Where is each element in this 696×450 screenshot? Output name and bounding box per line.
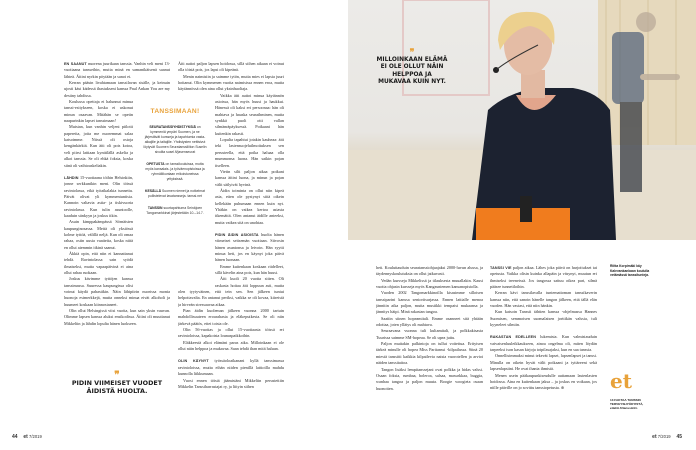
paragraph-text: Koulussa opettaja ei halunnut minua tanssi-esitykseen, koska ei uskonut minun osaavan. Mitähän se opetin naapurinkin lapset tanssimaan! — [64, 99, 133, 124]
info-box-text: on tanssikouluissa, mutta myös kansalais- ja työväenopistoissa ja ryhmäliikuntaan erikoistuneissa yrityksissä. — [145, 162, 205, 181]
paragraph-text: Tangon lisäksi lempitanssejani ovat polkka ja hidas valssi. Osaan foksia, rumbaa, boleroa, salsaa, masurkkaa, buggia, wanhaa tangoa ja paljon muuta. Boogie woogieta osaan huonoiten. — [376, 366, 483, 391]
paragraph — [490, 290, 597, 309]
issue-number: 7/2019 — [29, 434, 42, 439]
info-box-item — [143, 189, 207, 199]
paragraph-text: Olin 56-vuotias ja ollut 15-vuotiaasta töissä eri ravintoloissa, kapakoista lounaspaikkoihin. — [178, 327, 284, 339]
paragraph — [376, 328, 483, 341]
paragraph-text: Kerran pääsin livahtamaan tanssilavan sisälle, ja keinuin ujosti käsi kädessä ihastukseni kanssa Paul Ankan You are my destiny tahdissa. — [64, 80, 170, 98]
page-number: 44 — [12, 434, 18, 440]
info-box-title: TANSSIMAAN! — [150, 108, 200, 115]
article-column-4 — [490, 265, 597, 425]
paragraph-lead: TANSSI VIE — [490, 266, 512, 270]
paragraph — [64, 80, 170, 99]
pull-quote — [64, 372, 170, 395]
paragraph — [490, 373, 597, 392]
photo-caption: Riitta Korpimäki käy Kalevankankaan koululla vetämässä tanssitunteja. — [610, 264, 650, 278]
portrait-photo — [348, 0, 696, 240]
paragraph-text: Olin ollut Helsingissä viisi vuotta, kun sain yksin vauvan. Olimme lapsen kanssa aluksi ensikodissa. Äitini oli muuttanut Mikkeliin ja lähdin lopulta hänen luokseen. — [64, 308, 170, 326]
paragraph-text: Vuoden 2002 Tangomarkkinoilla kisasimme silloisen tanssiparini kanssa senioritsarjassa. Ennen lattialle menoa jännitin aika paljon, mutta musiikki tempaisi mukaansa ja jännitys häipi. Minä rakastan tangoa. — [376, 290, 483, 315]
issue-number: 7/2019 — [657, 434, 671, 439]
paragraph — [178, 308, 284, 327]
info-box-lead: TANSSIN — [147, 206, 163, 210]
paragraph-text: Vuosi ennen töistä jäämistäni Mikkeliin perustettiin Mikkelin Tanssiharrastajat ry, ja liityin siihen — [178, 377, 284, 389]
info-box-tanssimaan — [143, 108, 207, 223]
info-box-item — [143, 206, 207, 216]
info-box-item — [143, 162, 207, 182]
paragraph-text: Seuraavana vuonna tuli kultamitali, ja polkkakisasta Tuurissa saimme SM-hopeaa. Se oli upea juttu. — [376, 328, 483, 340]
facts-promo-link[interactable]: 13 FAKTAA TANSSIN TERVEYSHYÖDYISTÄ, etlehti.fi/tanssiinfo — [610, 398, 644, 411]
paragraph-text: Vedän kursseja Mikkelissä ja tilauksesta muuallakin. Kausi vuotta ohjasin kursseja myös Kangasniemen kansanopistolla. — [376, 277, 483, 290]
photo-quote-text: MILLOINKAAN ELÄMÄ EI OLE OLLUT NÄIN HELPPOA JA MUKAVAA KUIN NYT. — [376, 57, 448, 85]
info-box-text: on kymmeniä ympäri Suomen, ja ne järjestävät kursseja ja tapahtumia vasta-alkajille ja taitajille. Yhdistysten nettisivut löytyvät Suomen Seuratanssiliiton Suselin sivuilta susel.fi/jasenseurat — [143, 125, 207, 154]
paragraph-text: Eläkkeestä alkoi elämäni paras aika. Milloinkaan ei ole ollut näin helppoa ja mukavaa. Saan tehdä ihan mitä haluan. — [178, 339, 284, 352]
info-box-lead: OPETUSTA — [146, 162, 165, 166]
page-folio — [12, 434, 42, 440]
magazine-name: et — [23, 434, 28, 440]
pull-quote-text: PIDIN VIIMEISET VUODET ÄIDISTÄ HUOLTA. — [71, 379, 163, 395]
paragraph-text: Joskus kävimme tyttöjen kanssa tanssimassa. Suuressa kaupungissa olisi voinut käydä pahastikin. Näin lähipiirin nuorissa monia huonoja esimerkkejä, mutta onneksi minua eivät alkoholi ja huumeet koskaan kiinnostaneet. — [64, 276, 170, 307]
paragraph-text: Kerran kävi tanssilavalla tuntemattoman tanssikaverin kanssa niin, että sanoin hänelle tangon jälkeen, että tällä elän vuoden. Hän vastasi, että niin hänkin. — [490, 290, 597, 309]
photo-pull-quote — [376, 50, 448, 86]
paragraph-text: työssäoloaikanani kyllä tanssimassa ravintoloissa, mutta eihän niiden pienillä lattioilla mahdu kunnolla liikkumaan. — [178, 358, 284, 377]
paragraph — [178, 74, 284, 93]
dance-instructor-photo — [348, 0, 696, 240]
quote-mark-icon: ❞ — [114, 370, 120, 381]
page-number: 45 — [676, 434, 682, 440]
paragraph-lead: RAKASTAN EDELLEEN — [490, 335, 537, 340]
et-logo: et — [610, 369, 632, 393]
paragraph-text: Pian äidin kuoleman jälkeen vuonna 2000 tartuin mahdollisuuteen eroarahasta ja eläkeputkesta. Se oli niin järkevä päätös, ettei toista ole. — [178, 308, 284, 326]
instructor-figure — [472, 12, 616, 240]
paragraph-lead: EN SAANUT — [64, 62, 87, 66]
paragraph-lead: PIDIN ÄIDIN ASIOISTA — [215, 232, 259, 237]
paragraph-text: Onnellisimmaksi minut tekevät lapset, lapsenlapset ja tanssi. Minulla on oikein hyvät välit poikaani ja tyttäreeni sekä lapsenlapsiini. He ovat ihania ihmisiä. — [490, 353, 597, 372]
paragraph-text: Saatiin siinen hopeamitali. Emme osanneet sitä yhtään odottaa, joten yllätys oli mahtava. — [376, 315, 483, 328]
paragraph-lead: LÄHDIN — [64, 175, 79, 180]
paragraph — [376, 265, 483, 278]
page-folio — [652, 434, 682, 440]
paragraph — [490, 309, 597, 328]
paragraph-text: Äkkiä opin, että niin ei kannattanut tehdä. Ravintolassa sain syödä ilmaiseksi, mutta vapaapäivinä ei aina ollut rahaa ruokaan. — [64, 250, 133, 275]
quote-mark-icon: ❞ — [409, 48, 415, 58]
magazine-name: et — [652, 434, 657, 440]
paragraph-text: Menin naimisiin ja saimme tytön, mutta mies ei lapsia juuri hoitanut. Olin kymmenen vuotta naimisissa ennen eroa, mutta käytännössä olen aina ollut yksinhuoltaja. — [178, 73, 284, 92]
info-box-text: suurtapahtuma Seinäjoen Tangomarkkinat järjestetään 10.–14.7. — [146, 206, 204, 215]
paragraph-text: 15-vuotiaana töihin Helsinkiin, jonne serkkunikin meni. Olin töissä ravintolassa, eikä työaikalakia tunnettu. Päivät olivat yli kymmentuntisia. Kannoin valtavia astia- ja tiskivuoria ravintolassa. Kun tulin asuntoolle, kaaduin sänkyyn ja joskus itkin. — [64, 174, 133, 218]
paragraph-text: Lopulta tapahtui jotakin kauheaa: äiti teki lastensuojeluilmoituksen sen perusteella, että poika haluaa olla mummonsa luona. Hän saikin pojan itselleen. — [215, 137, 284, 168]
paragraph-text: Emme kuitenkaan koskaan riidelleet, sillä kävelin aina pois, kun hän huusi. — [215, 263, 284, 275]
paragraph — [64, 61, 170, 80]
paragraph-lead: OLIN KÄYNYT — [178, 359, 209, 364]
paragraph — [376, 316, 483, 329]
paragraph-text: Äiti kuoli 20 vuotta sitten. Oli raskasta hoitaa äiti loppuun asti, mutta olen tyytyväinen, että tein sen. Sen jälkeen tuntui helpottavalta. En antanut periksi, vaikka se oli kovaa, kiireistä ja hirveän stressaavaa aikaa. — [178, 276, 284, 307]
paragraph-text: Menen usein pääkaupunkiseudulle auttamaan lastenlasten hoidossa. Aina en kuitenkaan jaksa – ja joskus en voikaan, jos niille päiville on jo sovittu tanssiopetusta. ⊕ — [490, 372, 597, 391]
paragraph-text: Vietin silti paljon aikaa poikani kanssa äitini luona, ja minun ja pojan välit säilyivät hyvinä. — [215, 168, 284, 187]
paragraph — [376, 290, 483, 315]
paragraph-text: Paljon muitakin palkintoja on tullut voitettua. Erityisen tärkeä minulle oli hopea Miss Paritanssi -kilpailussa. Siinä 20 miestä tanssitti kaikkia kilpailevia naisia vuorotellen ja arvioi näiden tanssitaitoa. — [376, 341, 483, 366]
paragraph-text: Äidin toiminta on ollut niin kipeä asia, etten ole pystynyt siitä oikein kellekään puhumaan ennen kuin nyt. Yhäkin on vaikea kertoa asiasta itkemättä. Olen antanut äidille anteeksi, mutta vaikea sitä on unohtaa. — [215, 187, 284, 225]
info-box-item — [143, 125, 207, 155]
paragraph-text: Vaikka äiti auttoi minua käytännön asioissa, hän myös huusi ja haukkui. Hänessä oli kaksi eri persoonaa: hän oli mahtava ja hauska seuraihminen, mutta synkkä puoli otti vallan silmänräpäyksessä. Poikaani hän kuitenkin rakasti. — [215, 92, 284, 136]
paragraph-text: huolta hänen viimeiset seitsemän vuottaan. Siivosin hänen asuntonsa ja leivoin. Hän syytti minua heti, jos en käynyt joka päivä hänen luonaan. — [215, 231, 284, 263]
paragraph-text: nuorena juurikaan tanssia. Vanhin veli meni 13-vuotiaana tansseihin, mutta minä en samanikäisenä saanut lähteä. Äitini nyrkin pöytään ja sanoi ei. — [64, 61, 170, 79]
paragraph — [64, 308, 170, 327]
paragraph — [490, 265, 597, 290]
right-page — [348, 0, 696, 450]
paragraph-text: Äiti auttoi paljon lapsen hoidossa, sillä siihen aikaan ei voinut olla töistä pois, jos lapsi oli kipeänä. — [178, 61, 284, 73]
paragraph — [178, 327, 284, 340]
paragraph — [376, 367, 483, 392]
paragraph — [178, 378, 284, 391]
paragraph-text: heti. Kouluttauduin seuratanssiohjaajaksi 2000-luvun alussa, ja täydennyskoulutuksia on ollut jatkuvasti. — [376, 265, 483, 277]
paragraph — [178, 358, 284, 377]
paragraph-text: lukemista. Kun valmistauduin vaivaisenluuleikkaukseen, ainoa ongelma oli, miten löydän tarpeeksi ison kasan kirjoja toipilasajaksi, kun en saa tanssia. — [490, 334, 597, 353]
paragraph-text: Kun katsoin Tanssii tähtien kanssa -ohjelmassa Hannes Suomisen, semmoisen suomalaisen jorttikän valssia, tuli kyyneleet silmiin. — [490, 309, 597, 328]
paragraph — [178, 61, 284, 74]
info-box-lead: SEURATANSSIYHDISTYKSIÄ — [149, 125, 196, 129]
info-box-lead: KESÄLLÄ — [145, 189, 162, 193]
paragraph — [178, 340, 284, 353]
paragraph-text: paljon aikaa. Lähes joka päivä on harjoitukset tai opetusta. Vaikka olisin kuinka allapäin ja väsynyt, muutun eri ihmiseksi treeneissä. Jos tangossa sattuu oikea pari, silmä pääsee tunnetiloihin. — [490, 265, 597, 290]
paragraph — [490, 334, 597, 353]
paragraph — [376, 341, 483, 366]
paragraph-text: Asuin kimppakämpässä Sörnäisten kaupunginosassa. Meitä oli yksiössä kolme tyttöä, välillä neljä. Kun oli omaa rahaa, ostin uusia vaatteita, koska niitä en ollut aiemmin itkinä saanut. — [64, 219, 133, 250]
paragraph-text: Muistan, kun vanhin veljeni piilotti papereita, joita me nuoremmat salaa katsoimme. Niissä oli ostoja kengänkärkiä. Kun äiti oli pois kotoa, veli piirsi lattiaan kynttilällä askelia ja alkoi tanssia. Se oli ehkä foksia, koska siinä oli vaihtoaskeliakin. — [64, 124, 133, 168]
info-box-text: Suomen niemet ja notkelmat pullistelevat lavatansseja. tanssi.net — [148, 189, 205, 198]
paragraph — [490, 353, 597, 372]
article-column-3 — [376, 265, 483, 425]
paragraph — [376, 278, 483, 291]
